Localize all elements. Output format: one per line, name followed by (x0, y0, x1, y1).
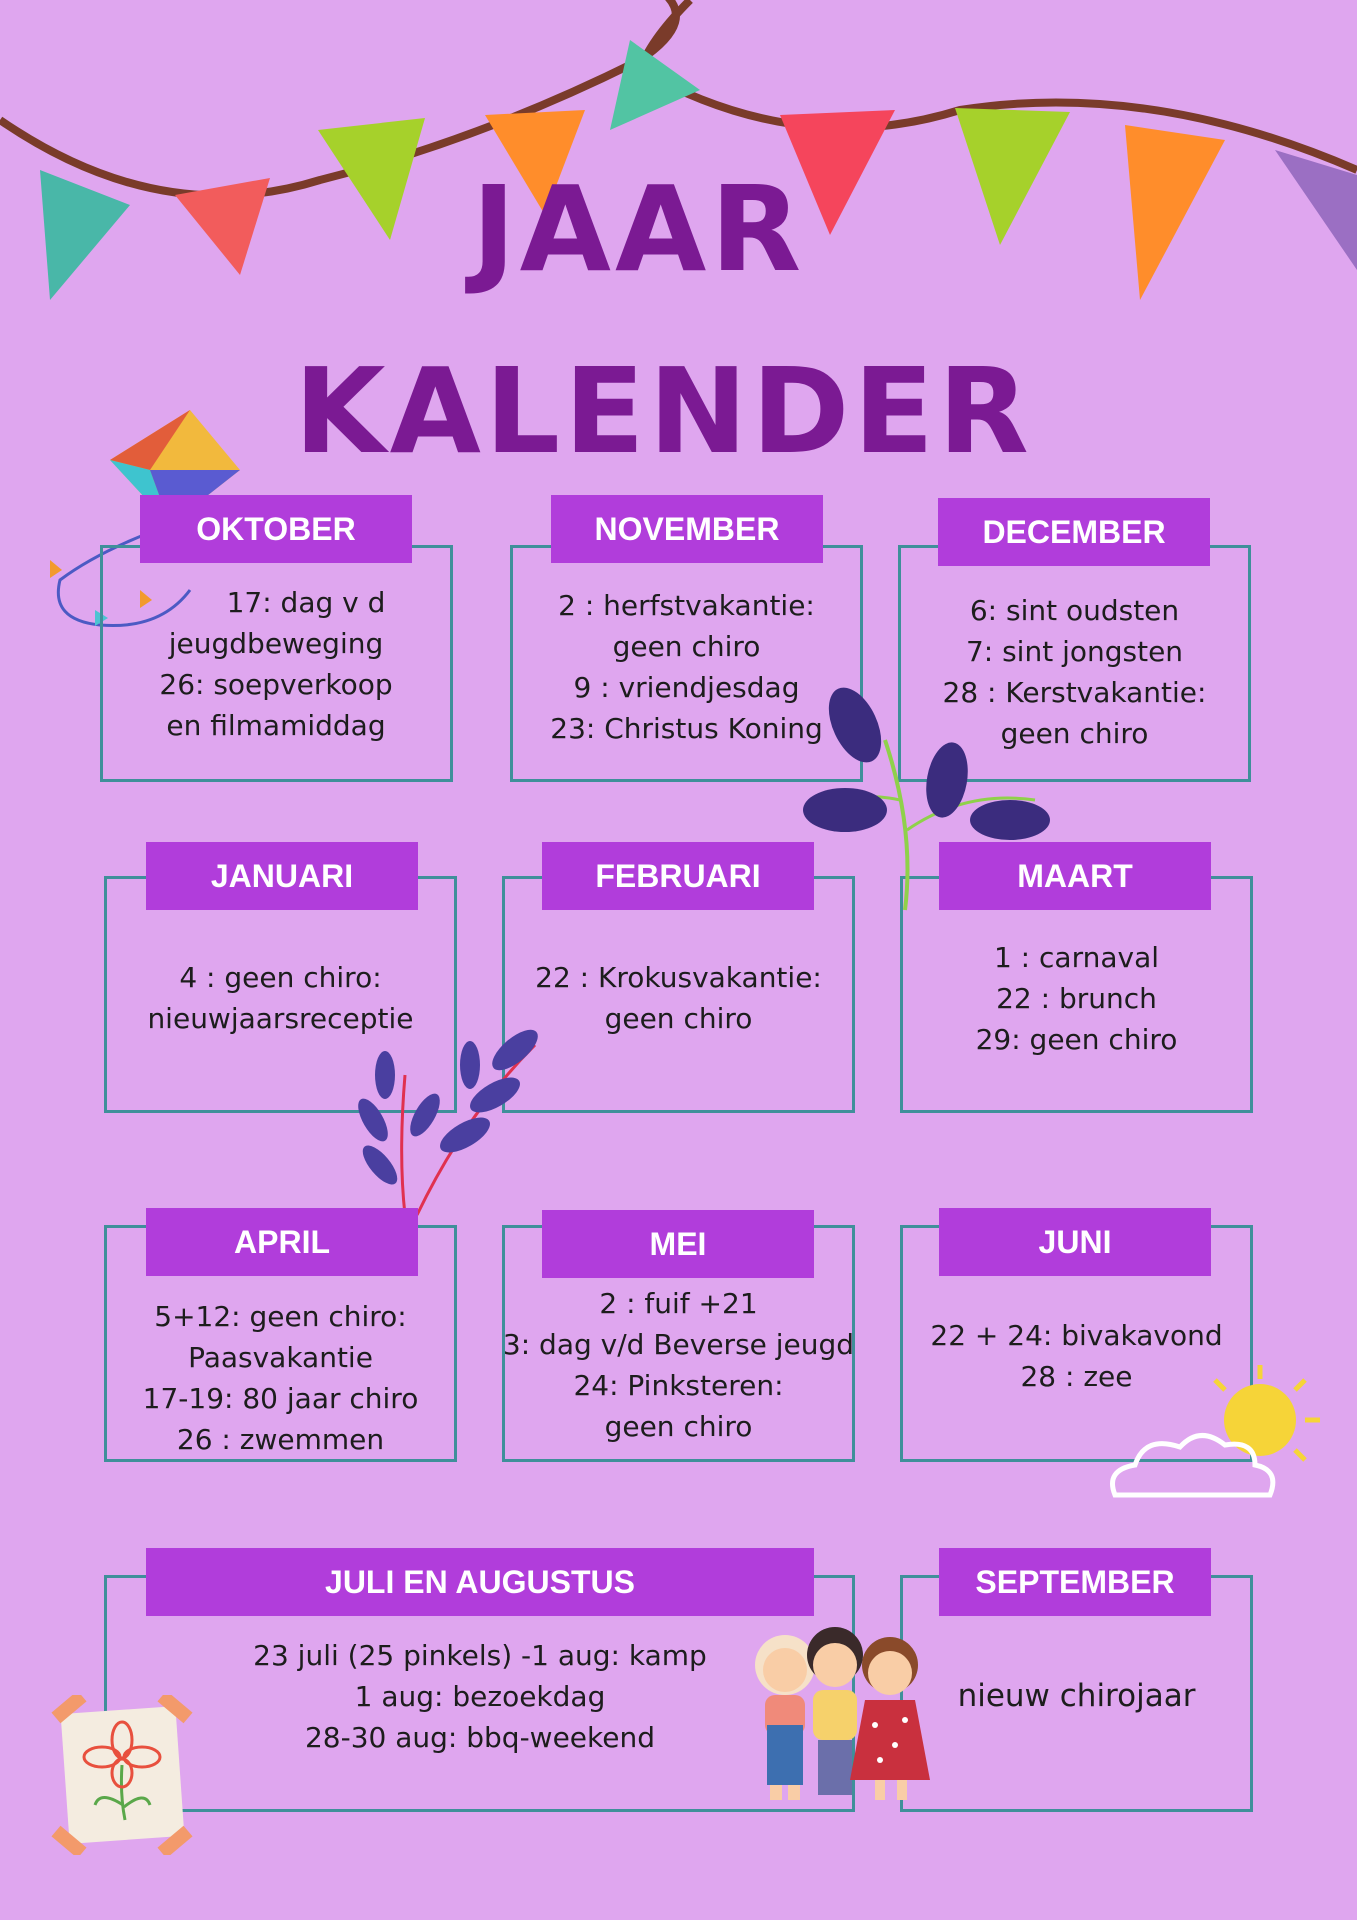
event-line: 26 : zwemmen (176, 1423, 385, 1456)
event-line: 22 : Krokusvakantie: (535, 961, 822, 994)
event-line: Paasvakantie (188, 1341, 373, 1374)
page-title-line2: KALENDER (294, 342, 1033, 480)
month-events-juli-augustus (210, 1635, 750, 1758)
event-line: 23: Christus Koning (550, 712, 823, 745)
event-line: geen chiro (1000, 717, 1149, 750)
month-header-januari: JANUARI (146, 842, 418, 910)
month-events-oktober (140, 582, 412, 746)
event-line: 9 : vriendjesdag (573, 671, 800, 704)
children-icon (715, 1615, 955, 1815)
event-line: 3: dag v/d Beverse jeugd (502, 1328, 855, 1361)
event-line: nieuw chirojaar (957, 1678, 1196, 1714)
event-line: 24: Pinksteren: (573, 1369, 784, 1402)
month-header-mei: MEI (542, 1210, 814, 1278)
event-line: 17: dag v d (226, 586, 386, 619)
event-line: nieuwjaarsreceptie (147, 1002, 414, 1035)
event-line: 7: sint jongsten (965, 635, 1184, 668)
event-line: 2 : fuif +21 (599, 1287, 758, 1320)
event-line: 28 : Kerstvakantie: (942, 676, 1207, 709)
page-title-line1: JAAR (471, 160, 806, 298)
month-events-mei (492, 1283, 865, 1447)
month-header-juli-augustus: JULI EN AUGUSTUS (146, 1548, 814, 1616)
event-line: 22 + 24: bivakavond (930, 1319, 1223, 1352)
month-header-februari: FEBRUARI (542, 842, 814, 910)
event-line: 6: sint oudsten (969, 594, 1180, 627)
event-line: 1 : carnaval (993, 941, 1160, 974)
event-line: 17-19: 80 jaar chiro (142, 1382, 419, 1415)
month-header-december: DECEMBER (938, 498, 1210, 566)
month-header-april: APRIL (146, 1208, 418, 1276)
event-line: geen chiro (604, 1002, 753, 1035)
event-line: jeugdbeweging (168, 627, 384, 660)
event-line: 4 : geen chiro: (179, 961, 382, 994)
month-header-november: NOVEMBER (551, 495, 823, 563)
event-line: 2 : herfstvakantie: (558, 589, 815, 622)
event-line: 26: soepverkoop (159, 668, 393, 701)
event-line: 28 : zee (1020, 1360, 1133, 1393)
month-events-april (104, 1296, 457, 1460)
event-line: geen chiro (604, 1410, 753, 1443)
month-header-oktober: OKTOBER (140, 495, 412, 563)
month-header-maart: MAART (939, 842, 1211, 910)
event-line: en filmamiddag (166, 709, 386, 742)
month-header-juni: JUNI (939, 1208, 1211, 1276)
event-line: 28-30 aug: bbq-weekend (304, 1721, 655, 1754)
event-line: 1 aug: bezoekdag (354, 1680, 606, 1713)
event-line: 5+12: geen chiro: (154, 1300, 407, 1333)
leaf-branch-icon (795, 680, 1055, 920)
month-header-september: SEPTEMBER (939, 1548, 1211, 1616)
flower-note-icon (50, 1695, 200, 1855)
event-line: geen chiro (612, 630, 761, 663)
event-line: 29: geen chiro (975, 1023, 1178, 1056)
month-events-maart (900, 937, 1253, 1060)
event-line: 23 juli (25 pinkels) -1 aug: kamp (253, 1639, 707, 1672)
sun-cloud-icon (1105, 1365, 1335, 1515)
event-line: 22 : brunch (996, 982, 1157, 1015)
